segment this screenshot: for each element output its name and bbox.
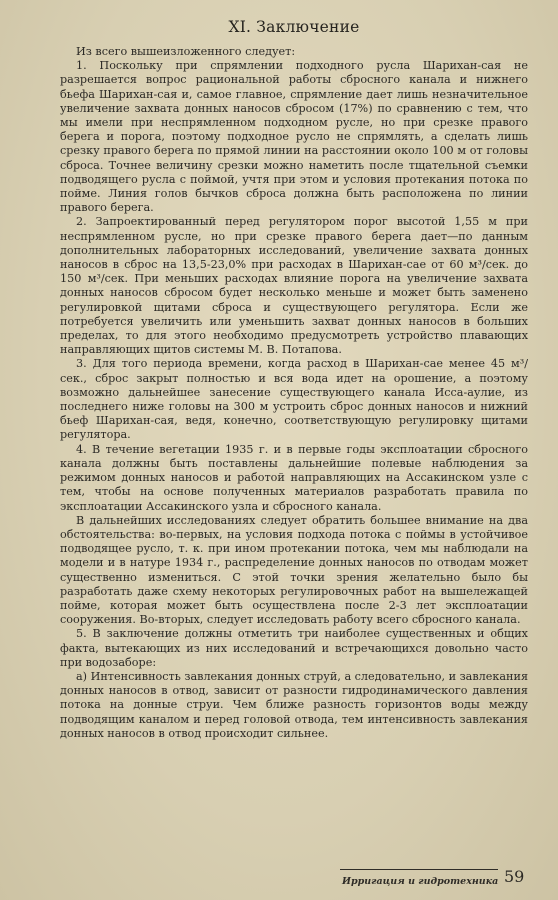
- paragraph-item-3: 3. Для того периода времени, когда расход в Шарихан-сае менее 45 м³/сек., сброс закрыт полностью и вся вода идет на орошение, а поэтому возможно дальнейшее занесение существующего канала Исса-аулие, из последнего ниже головы на 300 м устроить сброс донных наносов и нижний бьеф Шарихан-сая, ведя, конечно, соответствующую регулировку щитами регулятора.: [60, 357, 528, 442]
- section-body: [60, 45, 528, 741]
- page-number: 59: [504, 867, 525, 886]
- paragraph-item-4: 4. В течение вегетации 1935 г. и в первые годы эксплоатации сбросного канала должны быть поставлены дальнейшие полевые наблюдения за режимом донных наносов и работой направляющих на Ассакинском узле с тем, чтобы на основе полученных материалов разработать правила по эксплоатации Ассакинского узла и сбросного канала.: [60, 442, 528, 513]
- paragraph-intro: Из всего вышеизложенного следует:: [76, 45, 296, 58]
- journal-title: Ирригация и гидротехника: [342, 876, 499, 887]
- paragraph-item-5: 5. В заключение должны отметить три наиболее существенных и общих факта, вытекающих из них исследований и встречающихся довольно часто при водозаборе:: [60, 627, 528, 669]
- section-heading: XI. Заключение: [228, 18, 360, 36]
- paragraph-further-research: В дальнейших исследованиях следует обратить большее внимание на два обстоятельства: во-первых, на условия подхода потока с поймы в устойчивое подводящее русло, т. к. при ином протекании потока, чем мы наблюдали на модели и в натуре 1934 г., распределение донных наносов по отводам может существенно измениться. С этой точки зрения желательно было бы разработать даже схему некоторых регулировочных работ на вышележащей пойме, которая может быть осуществлена после 2-3 лет эксплоатации сооружения. Во-вторых, следует исследовать работу всего сбросного канала.: [60, 513, 528, 627]
- paragraph-item-2: 2. Запроектированный перед регулятором порог высотой 1,55 м при неспрямленном русле, но при срезке правого берега дает—по данным дополнительных лабораторных исследований, увеличение захвата донных наносов в сброс на 13,5-23,0% при расходах в Шарихан-сае от 60 м³/сек. до 150 м³/сек. При меньших расходах влияние порога на увеличение захвата донных наносов сбросом будет несколько меньше и может быть заменено регулировкой щитами сброса и существующего регулятора. Если же потребуется увеличить или уменьшить захват донных наносов в больших пределах, то для этого необходимо предусмотреть устройство плавающих направляющих щитов системы М. В. Потапова.: [60, 215, 528, 357]
- page-footer: [340, 866, 530, 890]
- paragraph-item-5a: а) Интенсивность завлекания донных струй, а следовательно, и завлекания донных наносов в отвод, зависит от разности гидродинамического давления потока на донные струи. Чем ближе разность горизонтов воды между подводящим каналом и перед головой отвода, тем интенсивность завлекания донных наносов в отвод происходит сильнее.: [60, 669, 529, 740]
- paragraph-item-1: 1. Поскольку при спрямлении подходного русла Шарихан-сая не разрешается вопрос рациональной работы сбросного канала и нижнего бьефа Шарихан-сая и, самое главное, спрямление дает лишь незначительное увеличение захвата донных наносов сбросом (17%) по сравнению с тем, что мы имели при неспрямленном подходном русле, но при срезке правого берега и порога, поэтому подходное русло не спрямлять, а сделать лишь срезку правого берега по прямой линии на расстоянии около 100 м от головы сброса. Точнее величину срезки можно наметить после тщательной съемки подводящего русла с поймой, учтя при этом и условия протекания потока по пойме. Линия голов бычков сброса должна быть расположена по линии правого берега.: [60, 59, 528, 215]
- page-content: [60, 18, 528, 741]
- footer-divider: [340, 869, 498, 870]
